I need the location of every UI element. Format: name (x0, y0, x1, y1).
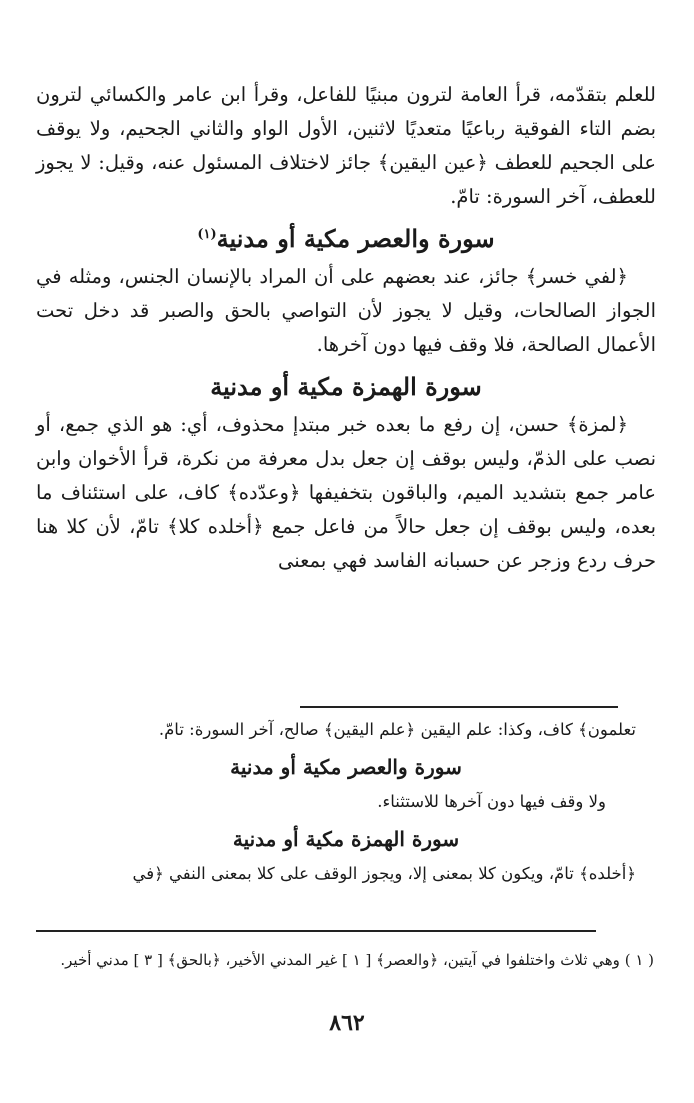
footnote-divider (36, 930, 596, 932)
section-divider (300, 706, 618, 708)
notes-heading-al-asr: سورة والعصر مكية أو مدنية (230, 755, 462, 780)
notes-line-al-humaza: ﴿أخلده﴾ تامّ، ويكون كلا بمعنى إلا، ويجوز الوقف على كلا بمعنى النفي ﴿في (132, 864, 636, 884)
lower-notes (56, 714, 636, 891)
main-text (36, 78, 656, 578)
paragraph-al-humaza: ﴿لمزة﴾ حسن، إن رفع ما بعده خبر مبتدإ محذوف، أي: هو الذي جمع، أو نصب على الذمّ، وليس بوقف إن جعل بدل معرفة من نكرة، قرأ الأخوان وابن عامر جمع بتشديد الميم، والباقون بتخفيفها ﴿وعدّده﴾ كاف، على استئناف ما بعده، وليس بوقف إن جعل حالاً من فاعل جمع ﴿أخلده كلا﴾ تامّ، لأن كلا هنا حرف ردع وزجر عن حسبانه الفاسد فهي بمعنى (36, 413, 656, 572)
heading-text: سورة والعصر مكية أو مدنية (216, 223, 495, 253)
footnote-ref: (١) (197, 226, 217, 242)
heading-surat-al-asr (36, 220, 656, 258)
notes-line: تعلمون﴾ كاف، وكذا: علم اليقين ﴿علم اليقين﴾ صالح، آخر السورة: تامّ. (158, 720, 636, 739)
footnote-text: ( ١ ) وهي ثلاث واختلفوا في آيتين، ﴿والعصر﴾ [ ١ ] غير المدني الأخير، ﴿بالحق﴾ [ ٣ ] مدني أخير. (60, 951, 654, 969)
footnote (34, 946, 654, 975)
paragraph-al-asr: ﴿لفي خسر﴾ جائز، عند بعضهم على أن المراد بالإنسان الجنس، ومثله في الجواز الصالحات، وقيل لا يجوز لأن التواصي بالحق والصبر قد دخل تحت الأعمال الصالحة، فلا وقف فيها دون آخرها. (36, 265, 656, 356)
page-number: ٨٦٢ (329, 1010, 365, 1036)
notes-line-al-asr: ولا وقف فيها دون آخرها للاستثناء. (377, 792, 606, 812)
heading-surat-al-humaza: سورة الهمزة مكية أو مدنية (210, 371, 482, 401)
notes-heading-al-humaza: سورة الهمزة مكية أو مدنية (232, 827, 460, 852)
paragraph-takathur-end: للعلم بتقدّمه، قرأ العامة لترون مبنيًا للفاعل، وقرأ ابن عامر والكسائي لترون بضم التاء الفوقية رباعيًا متعديًا لاثنين، الأول الواو والثاني الجحيم، ولا يوقف على الجحيم للعطف ﴿عين اليقين﴾ جائز لاختلاف المسئول عنه، وقيل: لا يجوز للعطف، آخر السورة: تامّ. (36, 83, 656, 208)
